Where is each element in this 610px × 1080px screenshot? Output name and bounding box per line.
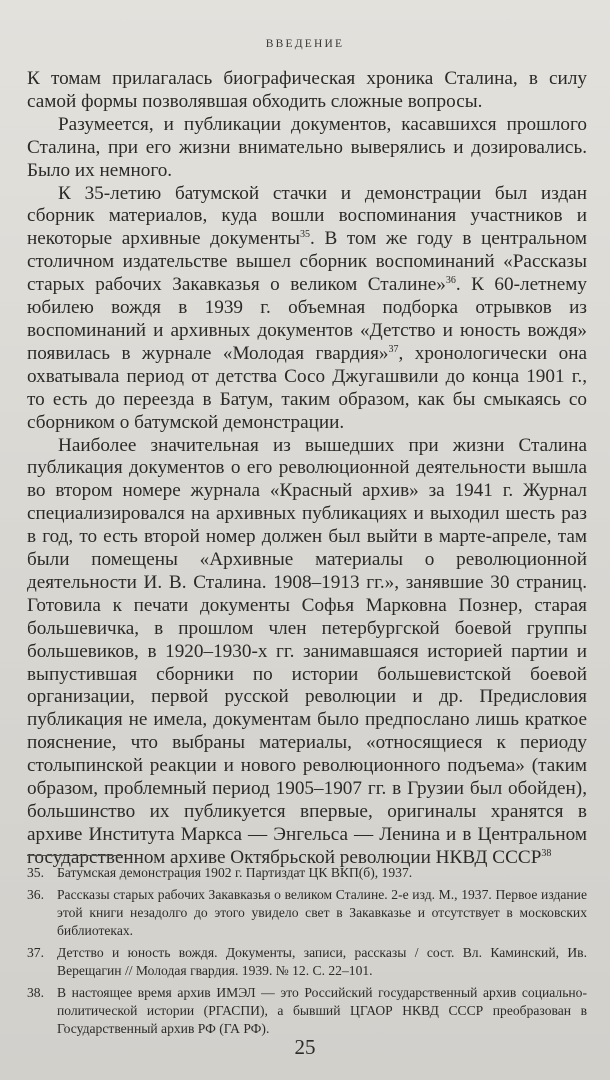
paragraph-2: Разумеется, и публикации документов, касавшихся прошлого Сталина, при его жизни внимательно выверялись и дозировались. Было их немного. bbox=[27, 113, 587, 181]
running-header: ВВЕДЕНИЕ bbox=[265, 38, 345, 50]
footnote-36 bbox=[27, 886, 587, 940]
paragraph-3-text-a: К 35-летию батумской стачки и демонстрации был издан сборник материалов, куда вошли воспоминания участников и некоторые архивные документы bbox=[27, 182, 587, 250]
footnote-text: В настоящее время архив ИМЭЛ — это Российский государственный архив социально-политической истории (РГАСПИ), а бывший ЦГАОР НКВД СССР преобразован в Государственный архив РФ (ГА РФ). bbox=[57, 985, 587, 1036]
paragraph-4-text: Наиболее значительная из вышедших при жизни Сталина публикация документов о его революционной деятельности вышла во втором номере журнала «Красный архив» за 1941 г. Журнал специализировался на архивных публикациях и выходил шесть раз в год, то есть второй номер должен был выйти в марте-апреле, там были помещены «Архивные материалы о революционной деятельности И. В. Сталина. 1908–1913 гг.», занявшие 30 страниц. Готовила к печати документы Софья Марковна Познер, старая большевичка, в прошлом член петербургской боевой группы большевиков, в 1920–1930-х гг. занимавшаяся историей партии и выпустившая сборники по истории большевистской боевой организации, первой русской революции и др. Предисловия публикация не имела, документам было предпослано лишь краткое пояснение, что выбраны материалы, «относящиеся к периоду столыпинской реакции и нового революционного подъема» (таким образом, проблемный период 1905–1907 гг. в Грузии был обойден), большинство их публикуется впервые, оригиналы хранятся в архиве Института Маркса — Энгельса — Ленина и в Центральном государственном архиве Октябрьской революции НКВД СССР bbox=[27, 434, 587, 868]
footnote-ref-37[interactable]: 37 bbox=[388, 343, 399, 355]
footnote-number: 37. bbox=[27, 945, 44, 960]
footnote-37 bbox=[27, 944, 587, 980]
footnotes bbox=[27, 864, 587, 1042]
body-text bbox=[27, 68, 587, 870]
paragraph-3 bbox=[27, 183, 587, 435]
footnote-35 bbox=[27, 864, 587, 882]
footnote-ref-35[interactable]: 35 bbox=[300, 229, 311, 241]
paragraph-1: К томам прилагалась биографическая хроника Сталина, в силу самой формы позволявшая обходить сложные вопросы. bbox=[27, 68, 587, 112]
footnote-38 bbox=[27, 984, 587, 1038]
footnote-number: 35. bbox=[27, 865, 44, 880]
footnote-text: Рассказы старых рабочих Закавказья о великом Сталине. 2-е изд. М., 1937. Первое издание этой книги незадолго до этого увидело свет в Закавказье и отсутствует в московских библиотеках. bbox=[57, 887, 587, 938]
paragraph-3-text-d: , хронологически она охватывала период от детства Сосо Джугашвили до конца 1901 г., то есть до переезда в Батум, таким образом, как бы смыкаясь со сборником о батумской демонстрации. bbox=[27, 342, 588, 433]
footnote-text: Батумская демонстрация 1902 г. Партиздат ЦК ВКП(б), 1937. bbox=[57, 865, 413, 880]
footnote-ref-36[interactable]: 36 bbox=[445, 275, 456, 287]
footnote-ref-38[interactable]: 38 bbox=[541, 847, 552, 859]
page-number: 25 bbox=[294, 1035, 316, 1059]
footnote-text: Детство и юность вождя. Документы, записи, рассказы / сост. Вл. Каминский, Ив. Верещагин // Молодая гвардия. 1939. № 12. С. 22–101. bbox=[57, 945, 587, 978]
footnote-number: 36. bbox=[27, 887, 44, 902]
footnote-number: 38. bbox=[27, 985, 44, 1000]
paragraph-3-text-b: . В том же году в центральном столичном издательстве вышел сборник воспоминаний «Рассказы старых рабочих Закавказья о великом Сталине» bbox=[27, 228, 587, 296]
paragraph-3-text-c: . К 60-летнему юбилею вождя в 1939 г. объемная подборка отрывков из воспоминаний и архивных документов «Детство и юность вождя» появилась в журнале «Молодая гвардия» bbox=[27, 274, 588, 364]
paragraph-4 bbox=[27, 435, 587, 870]
footnote-divider bbox=[27, 855, 123, 856]
